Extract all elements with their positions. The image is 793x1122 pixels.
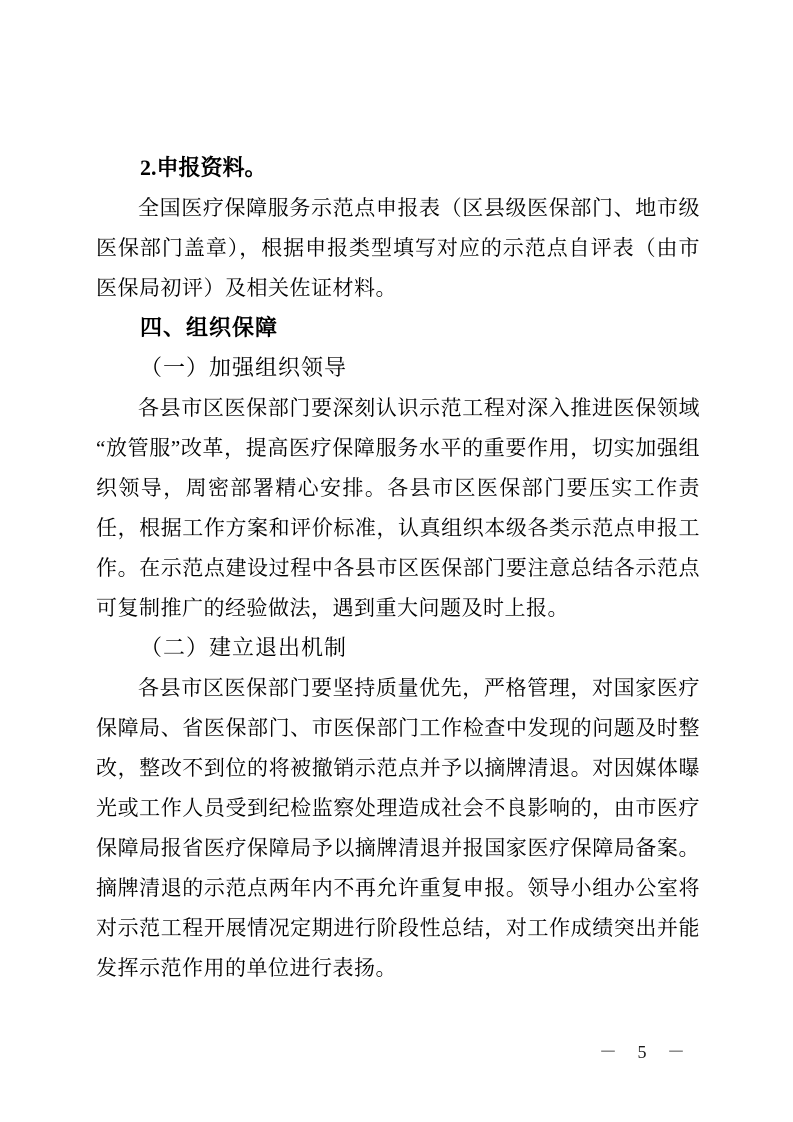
paragraph-strengthen-leadership: 各县市区医保部门要深刻认识示范工程对深入推进医保领域“放管服”改革，提高医疗保障服务水平的重要作用，切实加强组织领导，周密部署精心安排。各县市区医保部门要压实工作责任，根据工作方案和评价标准，认真组织本级各类示范点申报工作。在示范点建设过程中各县市区医保部门要注意总结各示范点可复制推广的经验做法，遇到重大问题及时上报。 <box>96 396 700 620</box>
subheading-exit-mechanism: （二）建立退出机制 <box>140 635 348 660</box>
heading-application-materials: 2.申报资料。 <box>140 155 267 180</box>
subheading-strengthen-leadership: （一）加强组织领导 <box>140 355 348 380</box>
document-body <box>96 148 700 988</box>
paragraph-exit-mechanism: 各县市区医保部门要坚持质量优先，严格管理，对国家医疗保障局、省医保部门、市医保部门工作检查中发现的问题及时整改，整改不到位的将被撤销示范点并予以摘牌清退。对因媒体曝光或工作人员受到纪检监察处理造成社会不良影响的，由市医疗保障局报省医疗保障局予以摘牌清退并报国家医疗保障局备案。摘牌清退的示范点两年内不再允许重复申报。领导小组办公室将对示范工程开展情况定期进行阶段性总结，对工作成绩突出并能发挥示范作用的单位进行表扬。 <box>96 676 700 980</box>
heading-organizational-support: 四、组织保障 <box>140 315 279 340</box>
page-number: － 5 － <box>599 1042 693 1062</box>
paragraph-application-materials: 全国医疗保障服务示范点申报表（区县级医保部门、地市级医保部门盖章），根据申报类型填写对应的示范点自评表（由市医保局初评）及相关佐证材料。 <box>96 196 700 300</box>
